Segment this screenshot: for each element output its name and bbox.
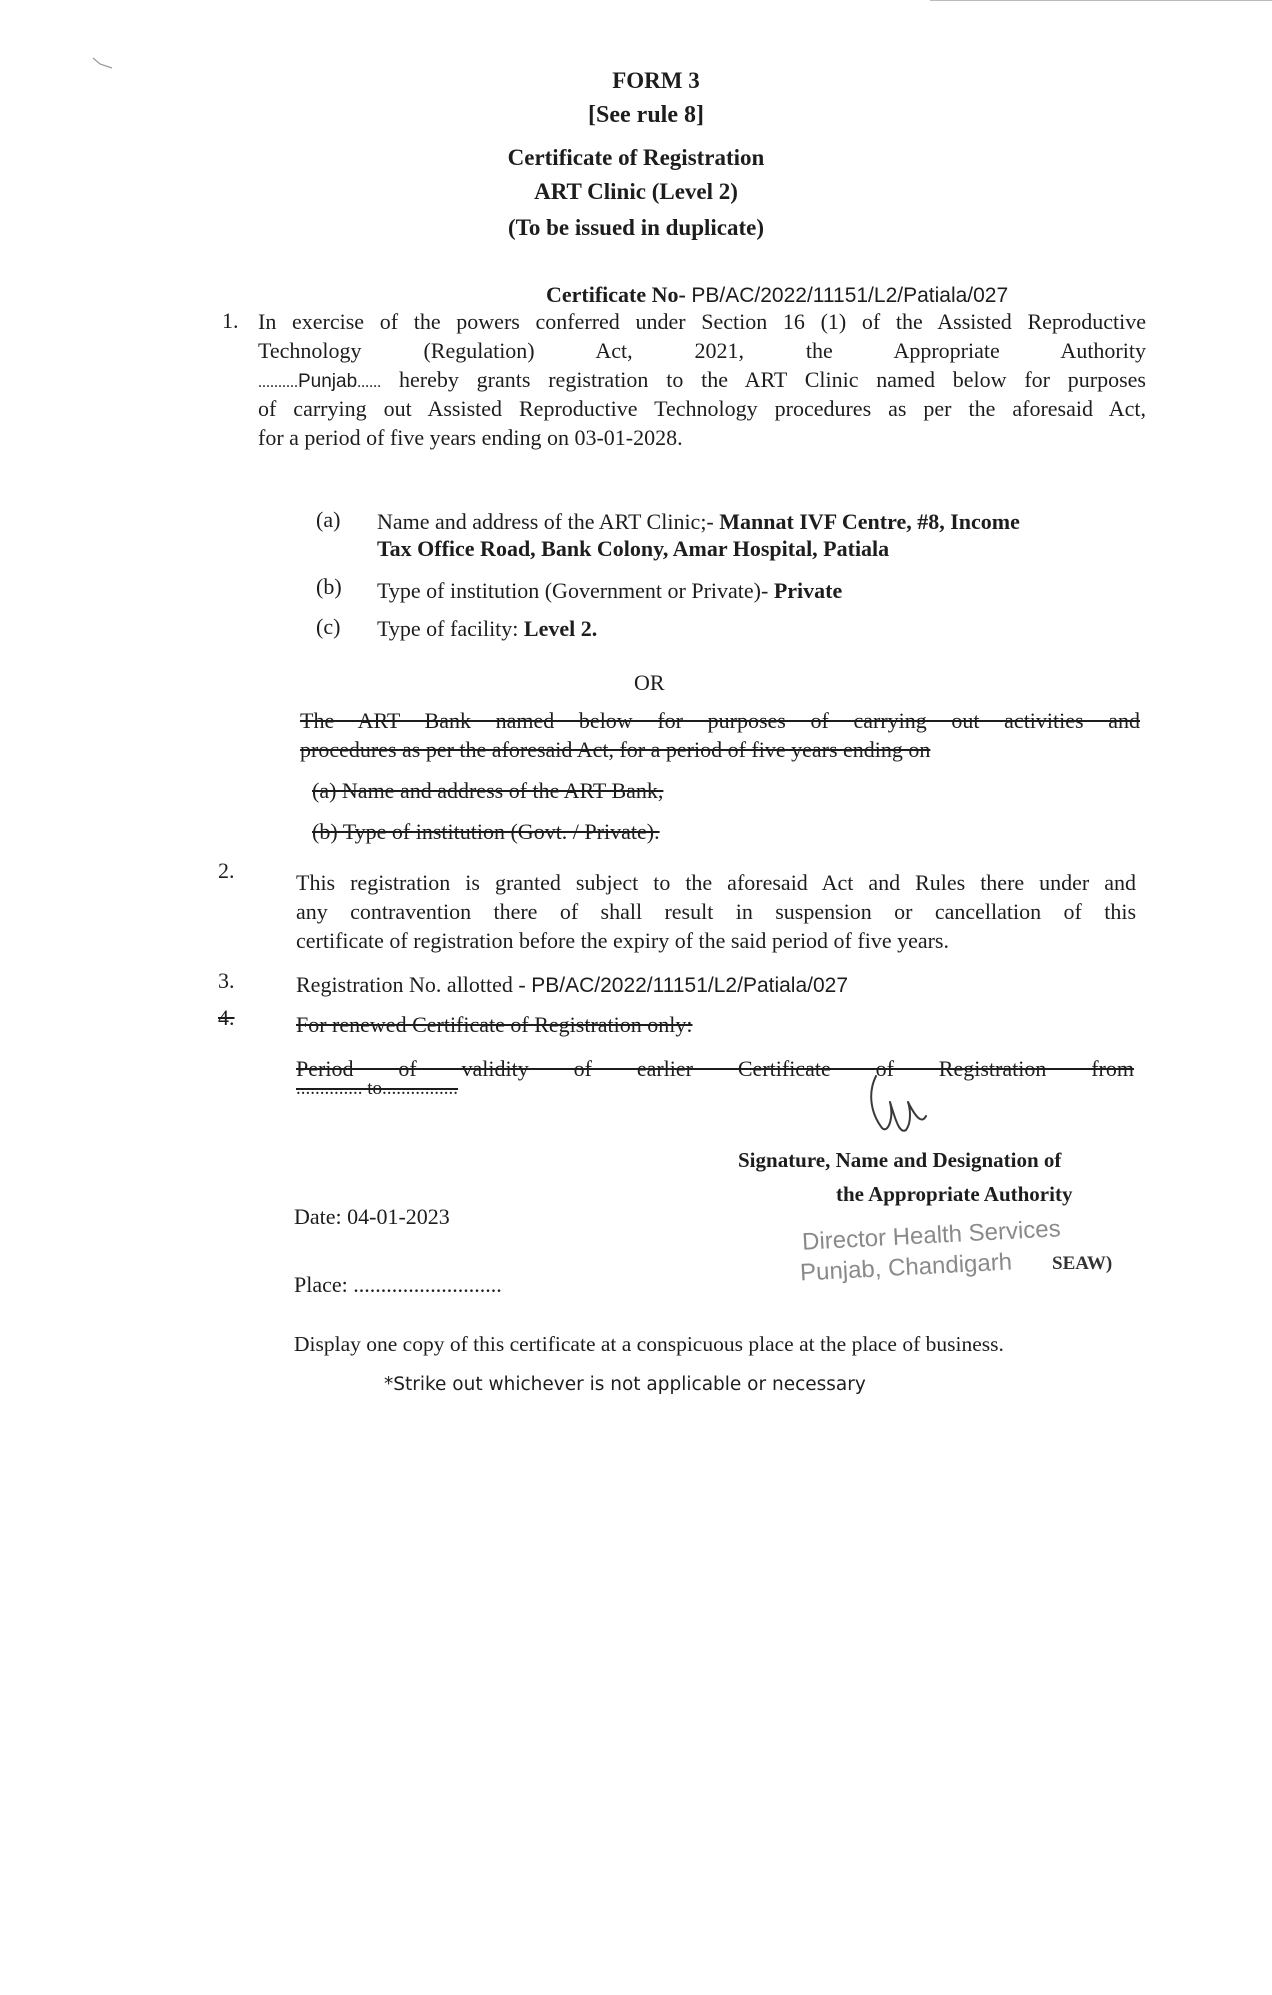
para2-line-2: any contravention there of shall result in suspension or cancellation of this bbox=[296, 899, 1136, 924]
item-a-line-1 bbox=[377, 507, 1147, 536]
para4-line-1: For renewed Certificate of Registration only: bbox=[296, 1012, 693, 1037]
para1-number: 1. bbox=[222, 308, 239, 333]
para4-line-2: Period of validity of earlier Certificate of Registration from bbox=[296, 1056, 1134, 1081]
signature-scribble-icon bbox=[860, 1072, 940, 1142]
facility-type: Level 2. bbox=[523, 616, 598, 641]
para2-line-1: This registration is granted subject to the aforesaid Act and Rules there under and bbox=[296, 870, 1136, 895]
registration-number: PB/AC/2022/11151/L2/Patiala/027 bbox=[531, 974, 849, 997]
signature-line-2: the Appropriate Authority bbox=[836, 1182, 1073, 1206]
item-c-text: Type of facility: bbox=[377, 616, 519, 641]
para1-line-5: for a period of five years ending on 03-01-2028. bbox=[258, 425, 683, 450]
authority-stamp-line-1: Director Health Services bbox=[801, 1215, 1062, 1256]
form-number: FORM 3 bbox=[612, 68, 700, 93]
para4-number: 4. bbox=[218, 1005, 235, 1030]
rule-reference: [See rule 8] bbox=[588, 102, 704, 128]
authority-name: Punjab bbox=[298, 371, 358, 392]
certificate-number-line bbox=[546, 280, 1008, 310]
para4-line-3: .............. to................ bbox=[296, 1078, 459, 1099]
or-separator: OR bbox=[634, 670, 665, 695]
registration-line bbox=[296, 970, 848, 1000]
certificate-number: PB/AC/2022/11151/L2/Patiala/027 bbox=[691, 284, 1009, 307]
item-c-label: (c) bbox=[316, 614, 341, 639]
item-a-text: Name and address of the ART Clinic;- bbox=[377, 509, 714, 534]
para1-line-3 bbox=[258, 365, 1146, 397]
bank-item-b: (b) Type of institution (Govt. / Private). bbox=[312, 819, 660, 844]
signature-line-1: Signature, Name and Designation of bbox=[738, 1148, 1062, 1172]
clinic-name: Mannat IVF Centre, #8, Income bbox=[719, 509, 1020, 534]
item-b-text: Type of institution (Government or Private)- bbox=[377, 578, 769, 603]
page-title: Certificate of Registration bbox=[507, 145, 765, 170]
registration-label: Registration No. allotted - bbox=[296, 972, 526, 997]
para1-line-4: of carrying out Assisted Reproductive Technology procedures as per the aforesaid Act, bbox=[258, 396, 1146, 421]
para2-number: 2. bbox=[218, 858, 235, 883]
certificate-number-label: Certificate No- bbox=[546, 282, 686, 307]
issue-date: Date: 04-01-2023 bbox=[294, 1204, 450, 1229]
authority-dots-post: ...... bbox=[357, 374, 382, 391]
item-b-line bbox=[377, 576, 842, 605]
bank-item-a: (a) Name and address of the ART Bank, bbox=[312, 778, 664, 803]
para1-line-3-text: hereby grants registration to the ART Clinic named below for purposes bbox=[398, 367, 1146, 392]
authority-stamp-line-2: Punjab, Chandigarh bbox=[799, 1248, 1013, 1287]
para1-line-1: In exercise of the powers conferred under Section 16 (1) of the Assisted Reproductive bbox=[258, 309, 1146, 334]
item-a-label: (a) bbox=[316, 507, 341, 532]
para3-number: 3. bbox=[218, 968, 235, 993]
para1-line-2: Technology (Regulation) Act, 2021, the Appropriate Authority bbox=[258, 338, 1146, 363]
institution-type: Private bbox=[773, 578, 843, 603]
display-instruction: Display one copy of this certificate at a conspicuous place at the place of business. bbox=[294, 1332, 1004, 1356]
para2-line-3: certificate of registration before the expiry of the said period of five years. bbox=[296, 928, 949, 953]
duplicate-note: (To be issued in duplicate) bbox=[507, 215, 765, 240]
item-b-label: (b) bbox=[316, 574, 342, 599]
strike-note: *Strike out whichever is not applicable or necessary bbox=[384, 1374, 866, 1395]
issue-place: Place: ........................... bbox=[294, 1272, 502, 1297]
authority-stamp-suffix: SEAW) bbox=[1052, 1253, 1113, 1274]
item-c-line bbox=[377, 614, 597, 643]
bank-line-1: The ART Bank named below for purposes of carrying out activities and bbox=[300, 708, 1140, 733]
page-subtitle: ART Clinic (Level 2) bbox=[534, 179, 738, 204]
clinic-address: Tax Office Road, Bank Colony, Amar Hospital, Patiala bbox=[377, 536, 890, 561]
authority-dots-pre: .......... bbox=[258, 374, 298, 391]
scan-edge-line bbox=[930, 0, 1272, 1]
bank-line-2: procedures as per the aforesaid Act, for a period of five years ending on bbox=[300, 737, 931, 762]
